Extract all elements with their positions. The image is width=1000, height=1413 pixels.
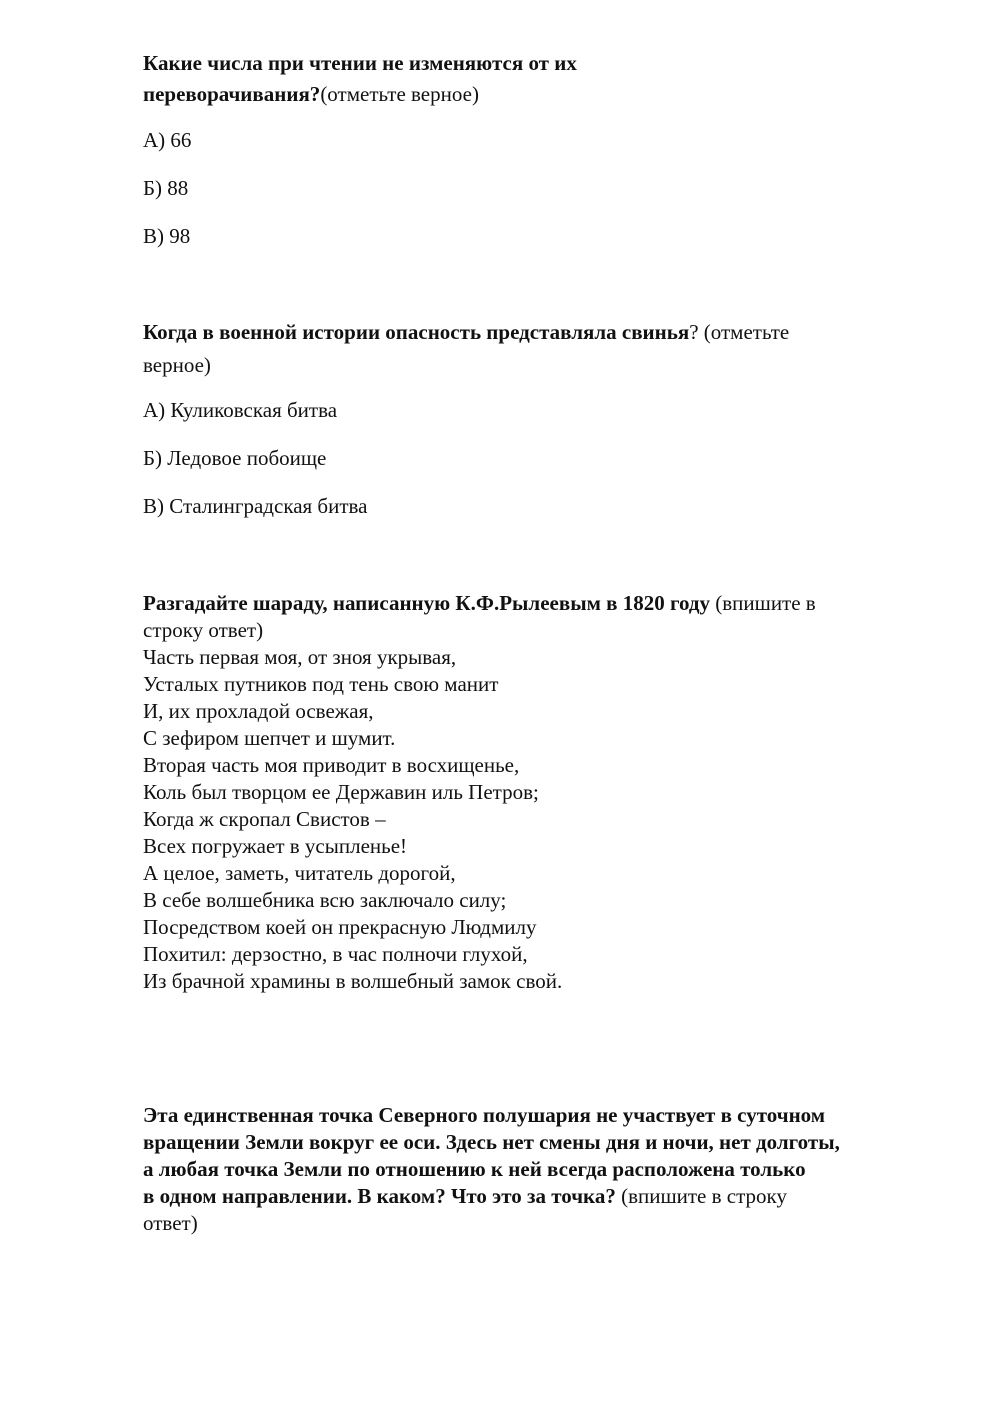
question-4-instruction-line2: ответ) <box>143 1211 198 1235</box>
poem-line: А целое, заметь, читатель дорогой, <box>143 861 456 885</box>
poem-line: Часть первая моя, от зноя укрывая, <box>143 645 457 669</box>
question-1-instruction: (отметьте верное) <box>320 82 479 106</box>
poem-line: Коль был творцом ее Державин иль Петров; <box>143 780 539 804</box>
question-1-title-line1: Какие числа при чтении не изменяются от их <box>143 51 577 75</box>
question-2 <box>143 316 789 382</box>
poem-line: С зефиром шепчет и шумит. <box>143 726 396 750</box>
question-2-title: Когда в военной истории опасность представляла свинья <box>143 320 690 344</box>
question-2-option-a[interactable]: А) Куликовская битва <box>143 398 338 422</box>
poem-line: Всех погружает в усыпленье! <box>143 834 408 858</box>
question-4-instruction: (впишите в строку <box>615 1184 787 1208</box>
question-1-option-b[interactable]: Б) 88 <box>143 176 189 200</box>
question-1 <box>143 48 577 110</box>
question-2-option-b[interactable]: Б) Ледовое побоище <box>143 446 327 470</box>
question-2-instruction: ? (отметьте <box>689 320 790 344</box>
question-4-question: в одном направлении. В каком? Что это за точка? <box>143 1184 616 1208</box>
poem-line: Посредством коей он прекрасную Людмилу <box>143 915 537 939</box>
poem-line: Усталых путников под тень свою манит <box>143 672 499 696</box>
question-4 <box>143 1102 840 1237</box>
question-2-option-c[interactable]: В) Сталинградская битва <box>143 494 368 518</box>
question-4-line: Эта единственная точка Северного полушария не участвует в суточном <box>143 1103 826 1127</box>
question-2-instruction-line2: верное) <box>143 353 211 377</box>
poem-line: Похитил: дерзостно, в час полночи глухой, <box>143 942 528 966</box>
charade-poem <box>143 644 816 995</box>
question-1-option-c[interactable]: В) 98 <box>143 224 191 248</box>
poem-line: Из брачной храмины в волшебный замок свой. <box>143 969 563 993</box>
question-3-title: Разгадайте шараду, написанную К.Ф.Рылеевым в 1820 году <box>143 591 711 615</box>
question-4-line: а любая точка Земли по отношению к ней всегда расположена только <box>143 1157 806 1181</box>
question-3-instruction-line2: строку ответ) <box>143 618 264 642</box>
poem-line: Когда ж скропал Свистов – <box>143 807 386 831</box>
question-3 <box>143 589 816 995</box>
question-3-instruction: (впишите в <box>710 591 816 615</box>
poem-line: В себе волшебника всю заключало силу; <box>143 888 507 912</box>
question-4-line: вращении Земли вокруг ее оси. Здесь нет смены дня и ночи, нет долготы, <box>143 1130 840 1154</box>
question-1-title-line2: переворачивания? <box>143 82 321 106</box>
question-1-option-a[interactable]: А) 66 <box>143 128 192 152</box>
poem-line: И, их прохладой освежая, <box>143 699 374 723</box>
poem-line: Вторая часть моя приводит в восхищенье, <box>143 753 520 777</box>
